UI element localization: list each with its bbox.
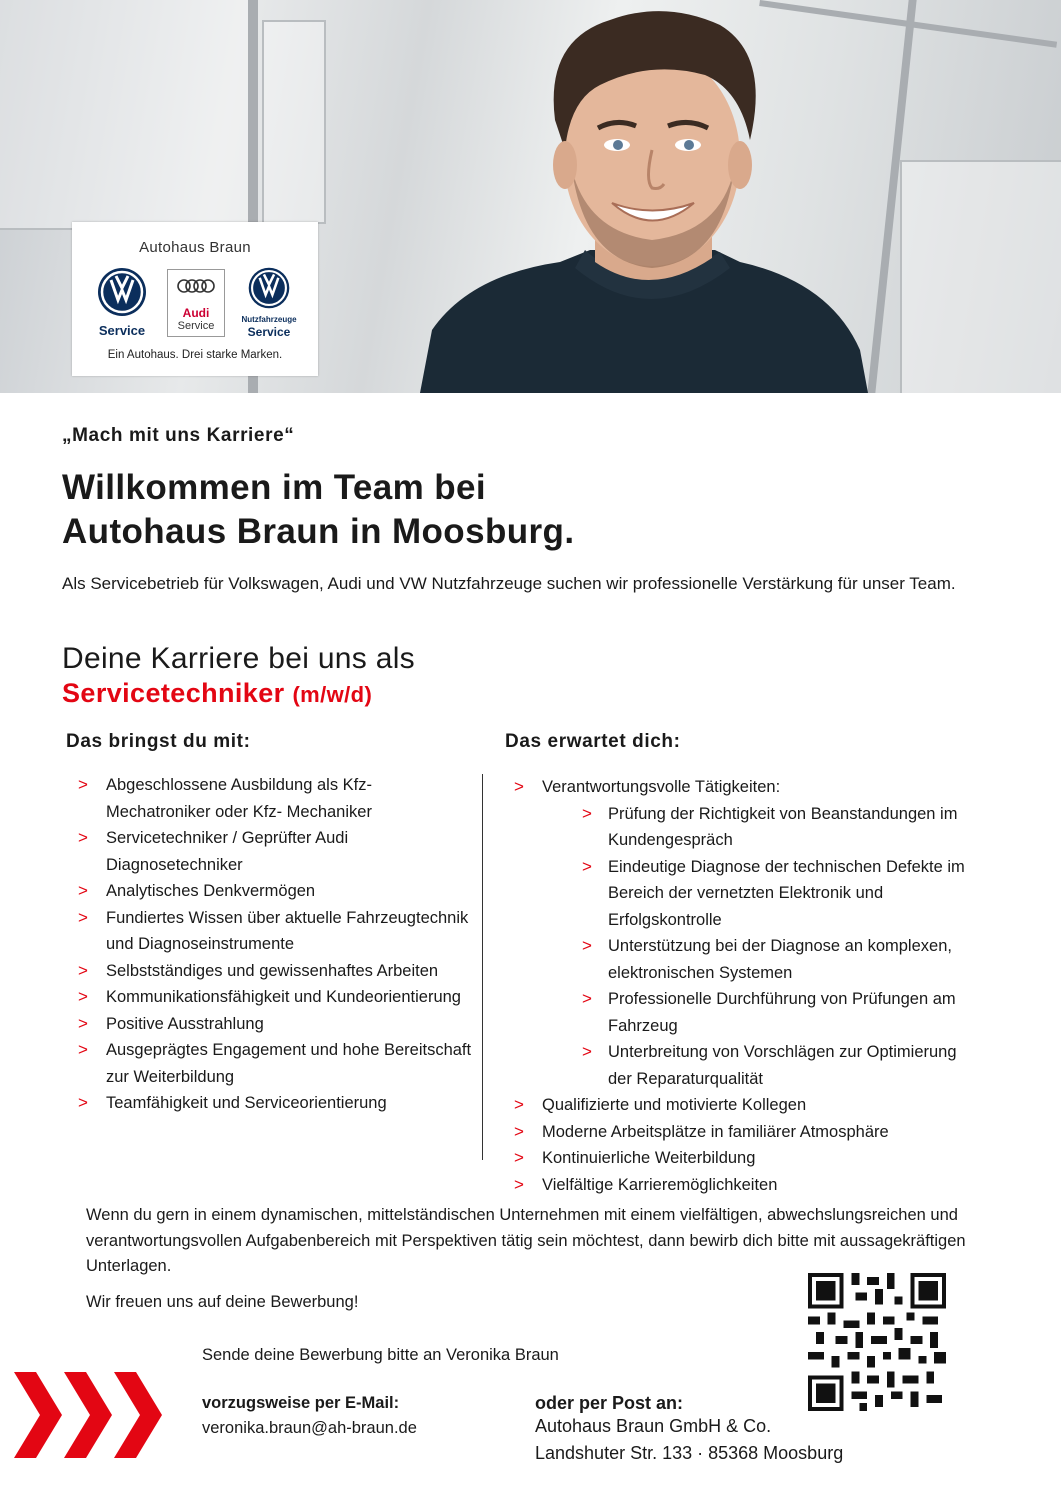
list-item: > Moderne Arbeitsplätze in familiärer Atmosphäre bbox=[500, 1119, 970, 1146]
requirements-heading: Das bringst du mit: bbox=[66, 731, 251, 752]
dealer-logo-box bbox=[72, 222, 318, 376]
tasks-label: Verantwortungsvolle Tätigkeiten: bbox=[542, 778, 781, 796]
list-item: > Vielfältige Karrieremöglichkeiten bbox=[500, 1172, 970, 1199]
vw-service-brand bbox=[92, 266, 152, 338]
list-item: > Kommunikationsfähigkeit und Kundeorientierung bbox=[64, 984, 472, 1011]
vw-logo-icon bbox=[96, 266, 148, 318]
position-title bbox=[62, 678, 372, 709]
offer-list bbox=[500, 774, 970, 1198]
requirements-list bbox=[64, 772, 472, 1117]
hero-photo bbox=[0, 0, 1061, 393]
email-link[interactable]: veronika.braun@ah-braun.de bbox=[202, 1419, 417, 1437]
tasks-sublist bbox=[542, 801, 970, 1093]
qr-code[interactable] bbox=[807, 1273, 947, 1411]
position-name: Servicetechniker bbox=[62, 678, 285, 708]
list-item: > Positive Ausstrahlung bbox=[64, 1011, 472, 1038]
nutzfahrzeuge-service-label: Service bbox=[247, 325, 291, 339]
position-suffix: (m/w/d) bbox=[292, 682, 373, 707]
column-divider bbox=[482, 774, 483, 1160]
list-item: > Qualifizierte und motivierte Kollegen bbox=[500, 1092, 970, 1119]
closing-text: Wenn du gern in einem dynamischen, mittelständischen Unternehmen mit einem vielfältigen, abwechslungsreichen und verantwortungsvollen Aufgabenbereich mit Perspektiven tätig sein möchtest, dann bewirb dich bitte mit aussagekräftigen Unterlagen. bbox=[86, 1206, 966, 1275]
page-title bbox=[62, 466, 574, 554]
tagline: „Mach mit uns Karriere“ bbox=[62, 425, 295, 446]
red-chevrons-graphic bbox=[14, 1372, 164, 1458]
headline-line-1: Willkommen im Team bei bbox=[62, 468, 487, 507]
offer-heading: Das erwartet dich: bbox=[505, 731, 681, 752]
email-label: vorzugsweise per E-Mail: bbox=[202, 1394, 400, 1412]
list-item: > Selbstständiges und gewissenhaftes Arbeiten bbox=[64, 958, 472, 985]
list-item: > Kontinuierliche Weiterbildung bbox=[500, 1145, 970, 1172]
chevron-right-icon bbox=[14, 1372, 62, 1458]
headline-line-2: Autohaus Braun in Moosburg. bbox=[62, 512, 575, 551]
intro-text: Als Servicebetrieb für Volkswagen, Audi und VW Nutzfahrzeuge suchen wir professionelle Verstärkung für unser Team. bbox=[62, 574, 956, 593]
logo-title: Autohaus Braun bbox=[139, 239, 251, 256]
audi-service-brand bbox=[167, 269, 225, 337]
post-address: Landshuter Str. 133 · 85368 Moosburg bbox=[535, 1443, 844, 1463]
post-company: Autohaus Braun GmbH & Co. bbox=[535, 1416, 772, 1436]
list-item bbox=[500, 774, 970, 1092]
closing-wish: Wir freuen uns auf deine Bewerbung! bbox=[86, 1293, 359, 1311]
send-to-text: Sende deine Bewerbung bitte an Veronika Braun bbox=[202, 1346, 559, 1364]
vw-service-label: Service bbox=[98, 323, 146, 338]
sublist-item: > Professionelle Durchführung von Prüfungen am Fahrzeug bbox=[568, 986, 970, 1039]
audi-label: Audi bbox=[182, 306, 210, 320]
sublist-item: > Prüfung der Richtigkeit von Beanstandungen im Kundengespräch bbox=[568, 801, 970, 854]
sublist-item: > Eindeutige Diagnose der technischen Defekte im Bereich der vernetzten Elektronik und Erfolgskontrolle bbox=[568, 854, 970, 934]
list-item: > Fundiertes Wissen über aktuelle Fahrzeugtechnik und Diagnoseinstrumente bbox=[64, 905, 472, 958]
vw-nutzfahrzeuge-logo-icon bbox=[247, 266, 291, 310]
post-label: oder per Post an: bbox=[535, 1393, 684, 1413]
career-lead: Deine Karriere bei uns als bbox=[62, 642, 415, 675]
chevron-right-icon bbox=[114, 1372, 162, 1458]
sublist-item: > Unterstützung bei der Diagnose an komplexen, elektronischen Systemen bbox=[568, 933, 970, 986]
list-item: > Abgeschlossene Ausbildung als Kfz-Mechatroniker oder Kfz- Mechaniker bbox=[64, 772, 472, 825]
vw-nutzfahrzeuge-brand bbox=[237, 266, 301, 339]
sublist-item: > Unterbreitung von Vorschlägen zur Optimierung der Reparaturqualität bbox=[568, 1039, 970, 1092]
list-item: > Analytisches Denkvermögen bbox=[64, 878, 472, 905]
nutzfahrzeuge-label: Nutzfahrzeuge bbox=[241, 315, 297, 324]
chevron-right-icon bbox=[64, 1372, 112, 1458]
logo-tagline: Ein Autohaus. Drei starke Marken. bbox=[107, 349, 283, 361]
list-item: > Servicetechniker / Geprüfter Audi Diagnosetechniker bbox=[64, 825, 472, 878]
audi-service-label: Service bbox=[177, 320, 215, 332]
list-item: > Teamfähigkeit und Serviceorientierung bbox=[64, 1090, 472, 1117]
list-item: > Ausgeprägtes Engagement und hohe Bereitschaft zur Weiterbildung bbox=[64, 1037, 472, 1090]
audi-rings-icon bbox=[176, 278, 216, 294]
